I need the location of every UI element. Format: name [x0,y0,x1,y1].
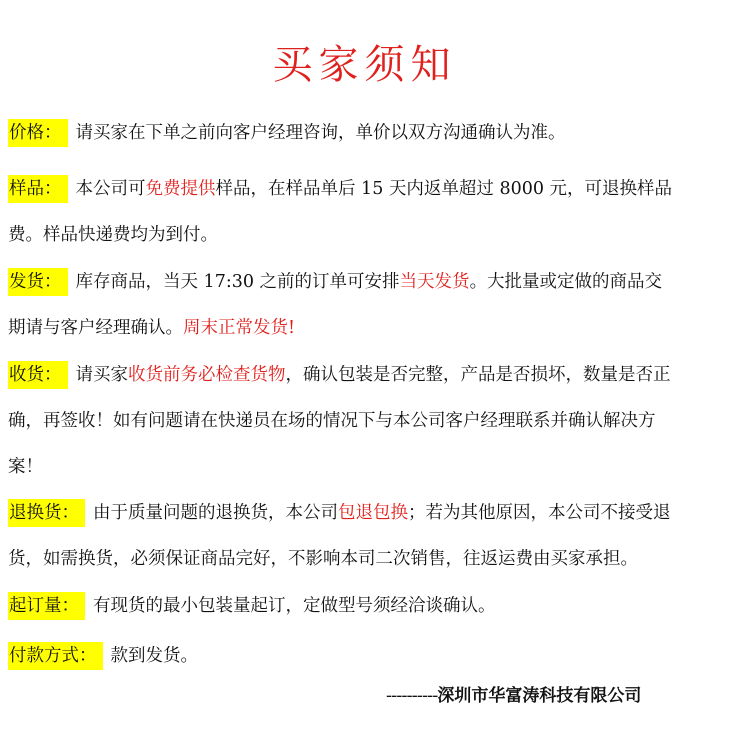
receiving-text-2: ，确认包装是否完整，产品是否损坏，数量是否正确，再签收！如有问题请在快递员在场的情况下与本公司客户经理联系并确认解决方案！ [8,365,671,477]
payment-text: 款到发货。 [110,646,198,666]
sample-text-1: 本公司可 [75,179,146,199]
sample-highlight-free: 免费提供 [145,179,216,199]
section-price [8,110,678,156]
page-title: 买家须知 [272,42,457,88]
shipping-label: 发货： [8,268,68,296]
returns-text-1: 由于质量问题的退换货，本公司 [93,503,338,523]
returns-highlight-guarantee: 包退包换 [338,503,408,523]
shipping-highlight-same-day: 当天发货 [399,272,470,292]
section-sample [8,166,678,258]
footer-dashes: ---------- [386,686,438,706]
footer-signature [386,683,641,709]
company-name: 深圳市华富涛科技有限公司 [437,686,642,706]
receiving-label: 收货： [8,361,68,389]
section-returns [8,490,678,582]
section-moq [8,583,678,629]
section-shipping [8,259,678,351]
price-text: 请买家在下单之前向客户经理咨询，单价以双方沟通确认为准。 [75,123,566,143]
section-payment [8,633,678,679]
sample-label: 样品： [8,175,68,203]
section-receiving [8,352,678,490]
returns-text-2: ；若为其他原因，本公司不接受退货，如需换货，必须保证商品完好，不影响本司二次销售，往返运费由买家承担。 [8,503,671,569]
moq-label: 起订量： [8,592,85,620]
price-label: 价格： [8,119,68,147]
receiving-text-1: 请买家 [75,365,128,385]
shipping-text-1: 库存商品，当天 17:30 之前的订单可安排 [75,272,400,292]
sample-text-2: 样品，在样品单后 15 天内返单超过 8000 元，可退换样品费。样品快递费均为到付。 [8,179,673,245]
receiving-highlight-inspect: 收货前务必检查货物 [128,365,286,385]
shipping-text-2: 。大批量或定做的商品交期请与客户经理确认。 [8,272,663,338]
moq-text: 有现货的最小包装量起订，定做型号须经洽谈确认。 [93,596,496,616]
shipping-highlight-weekend: 周末正常发货! [183,318,296,338]
returns-label: 退换货： [8,499,85,527]
payment-label: 付款方式： [8,642,103,670]
